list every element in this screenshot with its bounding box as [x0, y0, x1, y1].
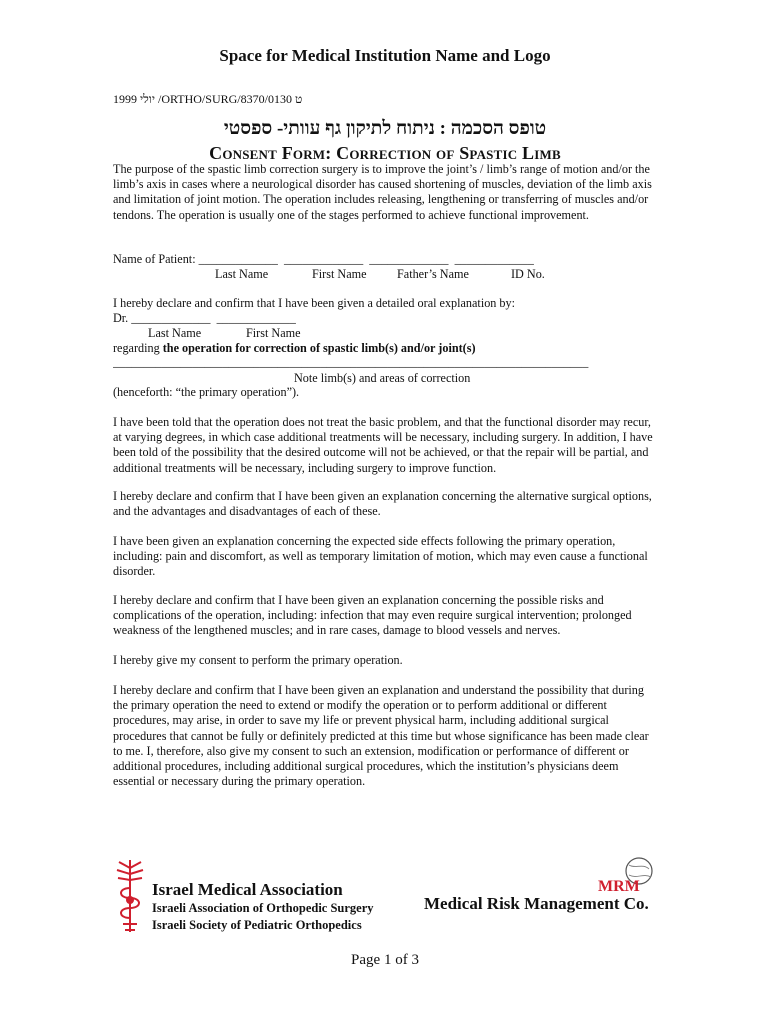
patient-blanks[interactable]: _____________ _____________ _____________ _____________ — [198, 252, 534, 266]
patient-label: Name of Patient: — [113, 252, 196, 266]
doctor-last-name-label: Last Name — [148, 326, 202, 340]
regarding-prefix: regarding — [113, 341, 163, 355]
mrm-name: Medical Risk Management Co. — [424, 894, 649, 913]
patient-name-block — [113, 252, 653, 267]
field-fathers-name: Father’s Name — [397, 267, 469, 281]
field-id-no: ID No. — [511, 267, 545, 281]
regarding-line — [113, 341, 653, 356]
ima-block — [113, 858, 413, 938]
ima-orthopedic-surgery: Israeli Association of Orthopedic Surgery — [152, 901, 374, 915]
paragraph-consent: I hereby give my consent to perform the primary operation. — [113, 653, 403, 667]
ima-name: Israel Medical Association — [152, 880, 343, 899]
doctor-declaration: I hereby declare and confirm that I have been given a detailed oral explanation by: — [113, 296, 516, 310]
note-limbs-label: Note limb(s) and areas of correction — [294, 371, 471, 385]
intro-paragraph — [113, 162, 653, 223]
mrm-logo-icon — [597, 855, 659, 897]
svg-text:MRM: MRM — [598, 878, 640, 895]
field-first-name: First Name — [312, 267, 367, 281]
ima-logo-icon — [113, 858, 147, 934]
henceforth-text: (henceforth: “the primary operation”). — [113, 385, 300, 399]
paragraph-risks: I hereby declare and confirm that I have been given an explanation concerning the possible risks and complications of the operation, including: infection that may even require surgical intervention; prolonged weakness of the lengthened muscles; and in rare cases, damage to blood vessels and nerves. — [113, 593, 632, 638]
regarding-operation: the operation for correction of spastic limb(s) and/or joint(s) — [162, 341, 476, 355]
doctor-name-line[interactable]: Dr. _____________ _____________ — [113, 311, 296, 325]
doctor-first-name-label: First Name — [246, 326, 301, 340]
institution-placeholder: Space for Medical Institution Name and Logo — [219, 46, 551, 65]
intro-text: The purpose of the spastic limb correction surgery is to improve the joint’s / limb’s range of motion and/or the limb’s axis in cases where a neurological disorder has caused shortening of muscles, deviation of the limb axis and limitation of joint motion. The operation includes releasing, lengthening or transferring of muscles and/or tendons. The operation is usually one of the stages performed to achieve functional improvement. — [113, 162, 652, 222]
hebrew-title: טופס הסכמה : ניתוח לתיקון גף עוותי- ספסטי — [223, 118, 547, 139]
paragraph-side-effects: I have been given an explanation concerning the expected side effects following the primary operation, including: pain and discomfort, as well as temporary limitation of motion, which may even cause a functional disorder. — [113, 534, 648, 579]
paragraph-alternatives: I hereby declare and confirm that I have been given an explanation concerning the alternative surgical options, and the advantages and disadvantages of each of these. — [113, 489, 652, 519]
field-last-name: Last Name — [215, 267, 269, 281]
ima-pediatric-orthopedics: Israeli Society of Pediatric Orthopedics — [152, 918, 362, 932]
page-number: Page 1 of 3 — [351, 952, 419, 968]
form-code: 1999 יולי /ORTHO/SURG/8370/0130 ט — [113, 92, 303, 106]
correction-areas-line[interactable]: ______________________________________________________________________________ — [113, 355, 589, 369]
paragraph-extension: I hereby declare and confirm that I have been given an explanation and understand the possibility that during the primary operation the need to extend or modify the operation or to perform additional or different procedures, may arise, in order to save my life or prevent physical harm, including additional surgical procedures that cannot be fully or definitely predicted at this time but whose significance has been made clear to me. I, therefore, also give my consent to such an extension, modification or performance of different or additional procedures, including additional surgical procedures, which the institution’s physicians deem essential or necessary during the primary operation. — [113, 683, 649, 789]
form-title: Consent Form: Correction of Spastic Limb — [209, 143, 561, 163]
paragraph-basic-problem: I have been told that the operation does not treat the basic problem, and that the functional disorder may recur, at varying degrees, in which case additional treatments will be necessary, including surgery. In addition, I have been told of the possibility that the desired outcome will not be achieved, or that the repair will be partial, and additional treatments will be necessary, including surgery to improve function. — [113, 415, 653, 475]
